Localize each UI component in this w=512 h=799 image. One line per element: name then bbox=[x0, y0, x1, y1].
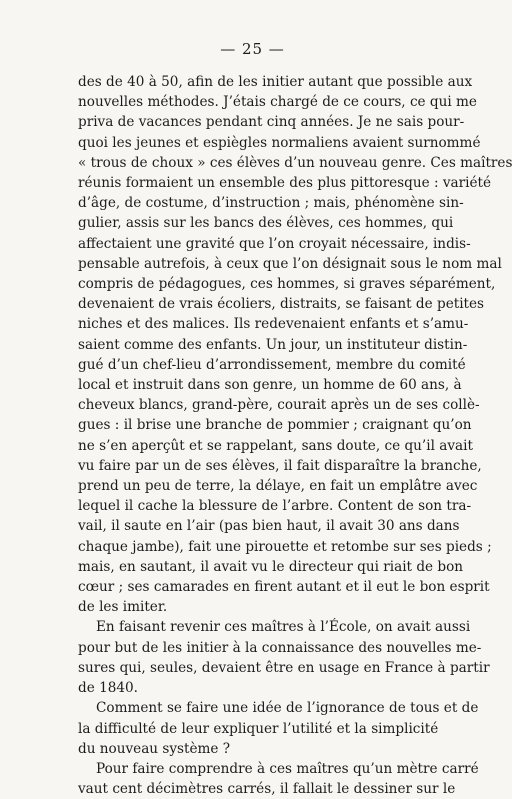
paragraph bbox=[78, 617, 490, 698]
text-line: quoi les jeunes et espiègles normaliens avaient surnommé bbox=[78, 134, 481, 151]
paragraph bbox=[78, 72, 512, 617]
text-line: vu faire par un de ses élèves, il fait disparaître la branche, bbox=[78, 457, 482, 474]
text-line: Pour faire comprendre à ces maîtres qu’un mètre carré bbox=[96, 760, 479, 777]
text-line: cœur ; ses camarades en firent autant et il eut le bon esprit bbox=[78, 579, 490, 596]
text-line: lequel il cache la blessure de l’arbre. Content de son tra- bbox=[78, 498, 472, 515]
text-line: prend un peu de terre, la délaye, en fait un emplâtre avec bbox=[78, 478, 478, 495]
text-line: devenaient de vrais écoliers, distraits, se faisant de petites bbox=[78, 296, 485, 313]
text-line: gulier, assis sur les bancs des élèves, ces hommes, qui bbox=[78, 215, 454, 232]
text-line: priva de vacances pendant cinq années. Je ne sais pour- bbox=[78, 114, 465, 131]
text-line: du nouveau système ? bbox=[78, 740, 231, 757]
text-line: En faisant revenir ces maîtres à l’École, on avait aussi bbox=[96, 619, 471, 636]
paragraph bbox=[78, 698, 479, 759]
text-line: gues : il brise une branche de pommier ; craignant qu’on bbox=[78, 417, 472, 434]
text-body bbox=[78, 72, 512, 799]
text-line: « trous de choux » ces élèves d’un nouveau genre. Ces maîtres bbox=[78, 154, 512, 171]
text-line: pensable autrefois, à ceux que l’on désignait sous le nom mal bbox=[78, 255, 502, 272]
text-line: la difficulté de leur expliquer l’utilité et la simplicité bbox=[78, 720, 439, 737]
text-line: sures qui, seules, devaient être en usage en France à partir bbox=[78, 659, 490, 676]
text-line: vaut cent décimètres carrés, il fallait le dessiner sur le bbox=[78, 781, 456, 798]
text-line: saient comme des enfants. Un jour, un instituteur distin- bbox=[78, 336, 468, 353]
paragraph bbox=[78, 759, 479, 799]
text-line: affectaient une gravité que l’on croyait nécessaire, indis- bbox=[78, 235, 471, 252]
text-line: pour but de les initier à la connaissance des nouvelles me- bbox=[78, 639, 482, 656]
page-number: — 25 — bbox=[220, 40, 285, 58]
text-line: des de 40 à 50, afin de les initier autant que possible aux bbox=[78, 74, 473, 90]
text-line: vail, il saute en l’air (pas bien haut, il avait 30 ans dans bbox=[78, 518, 460, 535]
text-line: cheveux blancs, grand-père, courait après un de ses collè- bbox=[78, 397, 480, 414]
text-line: mais, en sautant, il avait vu le directeur qui riait de bon bbox=[78, 558, 464, 575]
text-line: gué d’un chef-lieu d’arrondissement, membre du comité bbox=[78, 356, 466, 373]
text-line: ne s’en aperçût et se rappelant, sans doute, ce qu’il avait bbox=[78, 437, 473, 454]
text-line: niches et des malices. Ils redevenaient enfants et s’amu- bbox=[78, 316, 469, 333]
text-line: nouvelles méthodes. J’étais chargé de ce cours, ce qui me bbox=[78, 94, 477, 111]
text-line: d’âge, de costume, d’instruction ; mais, phénomène sin- bbox=[78, 195, 464, 212]
text-line: Comment se faire une idée de l’ignorance de tous et de bbox=[96, 700, 479, 717]
text-line: réunis formaient un ensemble des plus pittoresque : variété bbox=[78, 175, 492, 192]
text-line: compris de pédagogues, ces hommes, si graves séparément, bbox=[78, 276, 496, 293]
text-line: local et instruit dans son genre, un homme de 60 ans, à bbox=[78, 377, 462, 394]
text-line: chaque jambe), fait une pirouette et retombe sur ses pieds ; bbox=[78, 538, 492, 555]
text-line: de 1840. bbox=[78, 680, 138, 697]
text-line: de les imiter. bbox=[78, 599, 168, 616]
